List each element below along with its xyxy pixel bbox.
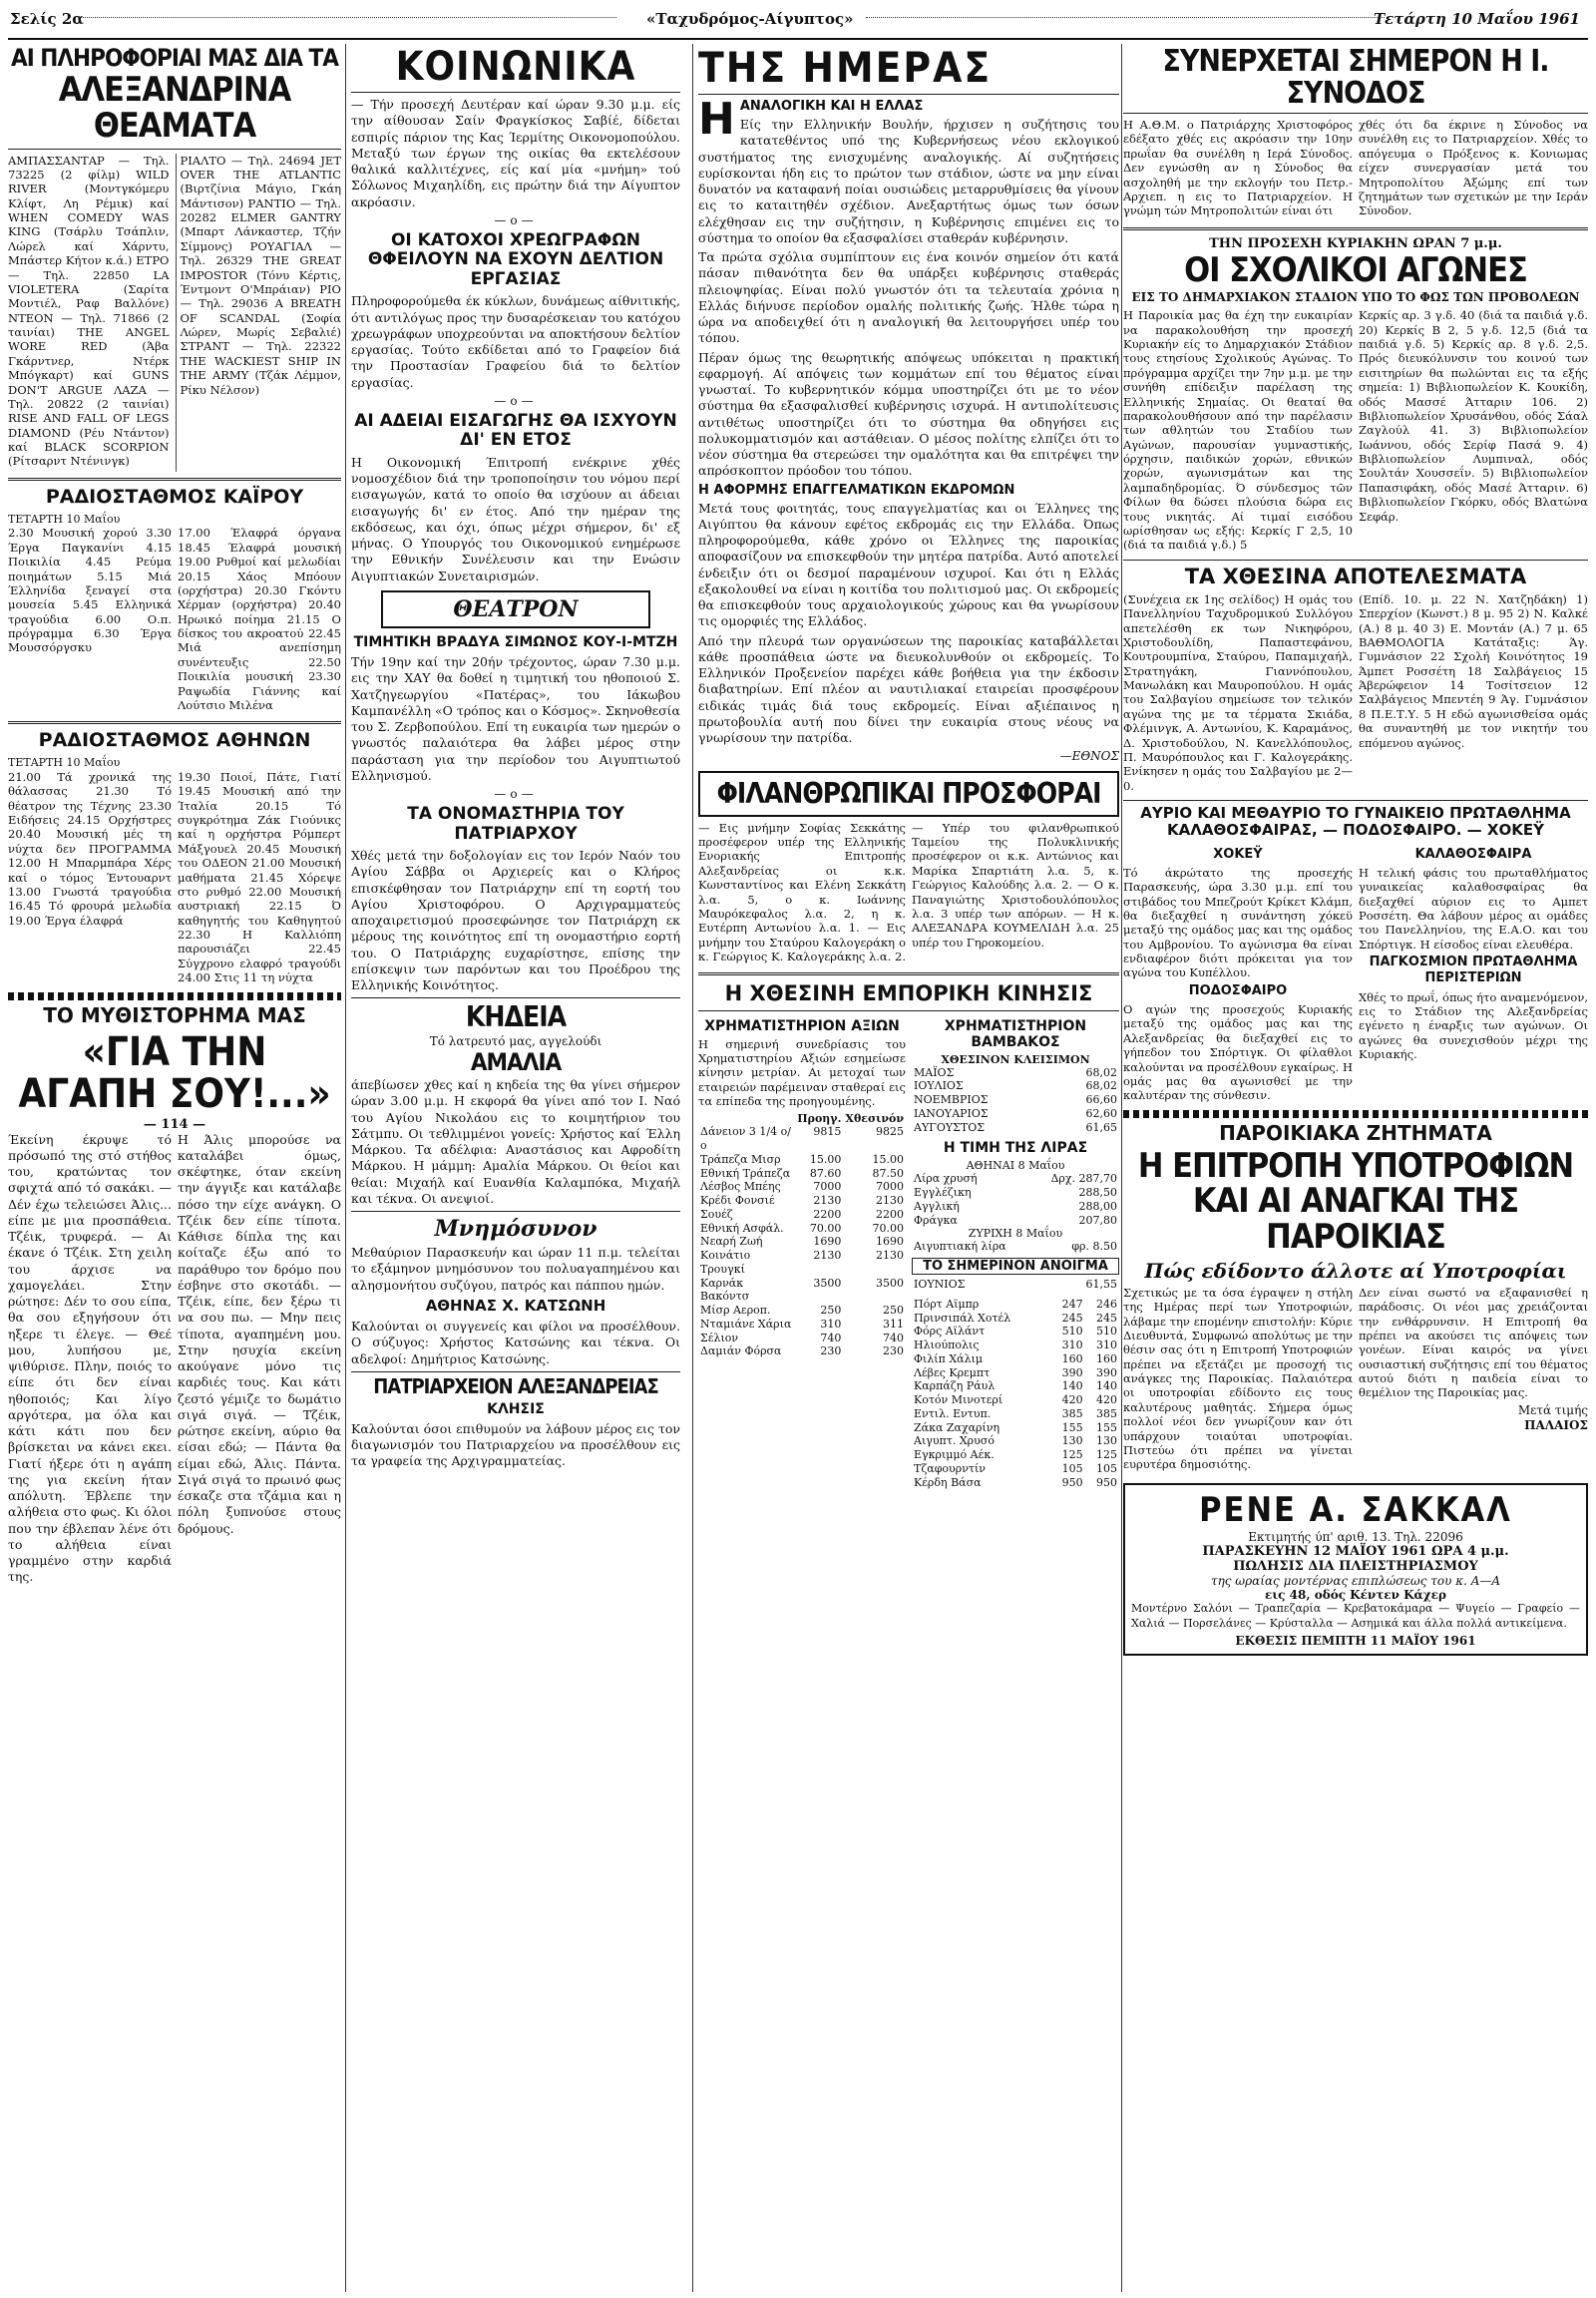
pound-zurich-value: φρ. 8.50 [1071, 1240, 1117, 1254]
row-label: Κοτόν Μινοτερί [914, 1393, 1003, 1407]
row-label: Φόρς Αϊλάντ [914, 1325, 986, 1339]
patriarchate-text: Καλούνται όσοι επιθυμούν να λάβουν μέρος εις τον διαγωνισμόν του Πατριαρχείου να προσέλθουν εις τα γραφεία της Αρχιγραμματείας. [351, 1420, 680, 1469]
today-opening-table [912, 1278, 1119, 1292]
stock-row [912, 1379, 1119, 1393]
cotton-row [912, 1121, 1119, 1135]
stock-row [912, 1462, 1119, 1476]
funeral-text: άπεβίωσεν χθες καί η κηδεία της θα γίνει σήμερον ώραν 3.00 μ.μ. Η εκφορά θα γίνει από τον Ι. Ναό του Αγίου Νικολάου εις το κοιμητήριον του Σάτμπυ. Οι τεθλιμμένοι γονείς: Χρήστος καί Έλλη Μάρκου. Τα αδέλφια: Αναστάσιος και Αφροδίτη Μάρκου. Η μάμμη: Αμαλία Μάρκου. Οι θείοι και θείαι: Μιχαήλ καί Ευανθία Καλαμπόκα, Μιχαήλ και τέκνα. Οι ανεψιοί. [351, 1077, 680, 1206]
row-value: 68,02 [1085, 1079, 1117, 1093]
pound-row [912, 1172, 1119, 1186]
row-value: 385 [1096, 1406, 1117, 1420]
page-number: Σελίς 2α [10, 10, 84, 28]
day-text-2: Τα πρώτα σχόλια συμπίπτουν εις ένα κοινόν σημείον ότι κατά πάσαν πιθανότητα δεν θα υπάρξει κυβέρνησις σταθεράς πλειοψηφίας. Είναι πολύ γνωστόν ότι τα τελευταία χρόνια η Ελλάς διήνυσε περίοδον ομαλής πολιτικής ζωής. Ήλθε τώρα η ώρα να αποδειχθεί ότι η αναλογική θα λειτουργήσει υπέρ του τόπου. [698, 249, 1119, 346]
row-value: 160 [1061, 1351, 1083, 1365]
novel-text-b: Η Άλις μπορούσε να καταλάβει όμως, σκέφτηκε, όταν εκείνη την άγγιξε και κατάλαβε πόσο την είχε ανάγκη. Ο Τζέικ δεν είπε τίποτα. Κάθισε δίπλα της και κοίταζε έξω από το παράθυρο τον δρόμο που έσβηνε στο σκοτάδι. — Τζέικ, είπε, δεν ξέρω τι να σου πω. — Μην πεις τίποτα, αγαπημένη μου. Στην ησυχία εκείνη ακούγανε μόνο τις καρδιές τους. Και κάτι ζεστό γέμιζε το δωμάτιο σιγά σιγά. — Τζέικ, ρώτησε εκείνη, αύριο θα είσαι εδώ; — Πάντα θα είμαι εδώ, Άλις. Πάντα. Σιγά σιγά το πρωινό φως έσκαζε στα τζάμια και η πόλη ξυπνούσε στους δρόμους. [178, 1131, 341, 1536]
column-rule [1121, 44, 1122, 2292]
issue-date: Τετάρτη 10 Μαΐου 1961 [1374, 10, 1580, 28]
row-value: 2200 [813, 1207, 842, 1221]
column-entertainment [8, 44, 341, 2292]
ad-line-3: ΠΩΛΗΣΙΣ ΔΙΑ ΠΛΕΙΣΤΗΡΙΑΣΜΟΥ [1233, 1559, 1478, 1575]
row-value: 155 [1061, 1420, 1083, 1434]
stock-row [912, 1312, 1119, 1326]
row-value: 105 [1061, 1461, 1083, 1475]
row-value: 61,65 [1085, 1120, 1117, 1134]
row-label: Ζάκα Ζαχαρίνη [914, 1420, 1000, 1434]
row-value: 125 [1096, 1448, 1117, 1462]
championship-text: Χθές το πρωΐ, όπως ήτο αναμενόμενον, εις το Στάδιον της Αλεξανδρείας εγένετο η έναρξις των αγώνων. Οι αγώνες θα συνεχισθούν μέχρι της Κυριακής. [1359, 989, 1588, 1062]
stock-row [698, 1208, 906, 1222]
row-value: 390 [1061, 1365, 1083, 1379]
subheading-proportional: ΑΝΑΛΟΓΙΚΗ ΚΑΙ Η ΕΛΛΑΣ [739, 99, 924, 115]
column-header: Χθεσινόν [845, 1111, 904, 1125]
row-label: Νεαρή Ζωή [700, 1235, 763, 1249]
divider-bar [1123, 1110, 1588, 1118]
stock-row [912, 1476, 1119, 1490]
row-label: ΙΟΥΛΙΟΣ [914, 1079, 964, 1093]
ad-line-1: Εκτιμητής ύπ' αριθ. 13. Τηλ. 22096 [1248, 1530, 1463, 1545]
stock-row [912, 1393, 1119, 1407]
radio-cairo-date: ΤΕΤΑΡΤΗ 10 Μαΐου [8, 512, 121, 526]
column-header [698, 1112, 795, 1126]
radio-athens-right: 19.30 Ποιοί, Πάτε, Γιατί 19.45 Μουσική από την Ίταλία 20.15 Τό συγκρότημα Ζάκ Γιούνικς καί η ορχήστρα Ρόμπερτ Μάξγουελ 20.45 Μουσική του ΟΔΕΟΝ 21.00 Μουσική μαθήματα 21.45 Χόρεψε στο ρυθμό 22.00 Μουσική αυστριακή 22.15 Ό καθηγητής του Καθηγητού 22.30 Η Καλλιόπη παρουσιάζει 22.45 Σύγχρονο ελαφρό τραγούδι 24.00 Στις 11 τη νύχτα [178, 769, 341, 985]
column-header: Προηγ. [797, 1111, 842, 1125]
theatre-logo: ΘΕΑΤΡΟΝ [381, 590, 650, 628]
row-value: 250 [820, 1304, 842, 1317]
ad-line-5: εις 48, οδός Κέντεν Κάχερ [1265, 1588, 1446, 1603]
stocks-table-2 [912, 1298, 1119, 1490]
headline-tomorrow: ΑΥΡΙΟ ΚΑΙ ΜΕΘΑΥΡΙΟ ΤΟ ΓΥΝΑΙΚΕΙΟ ΠΡΩΤΑΘΛΗΜΑ ΚΑΛΑΘΟΣΦΑΙΡΑΣ, — ΠΟΔΟΣΦΑΙΡΟ. — ΧΟΚΕΫ [1140, 804, 1571, 840]
headline-theatres-1: ΑΙ ΠΛΗΡΟΦΟΡΙΑΙ ΜΑΣ ΔΙΑ ΤΑ [11, 44, 338, 72]
row-value: 2200 [876, 1207, 904, 1221]
row-label: Εγκριμμό Αέκ. [914, 1448, 995, 1462]
ad-name: ΡΕΝΕ Α. ΣΑΚΚΑΛ [1199, 1489, 1512, 1530]
row-value: 7000 [876, 1180, 904, 1194]
row-label: Αγγλική [914, 1199, 960, 1213]
results-text-left: (Συνέχεια εκ 1ης σελίδος) Η ομάς του Πανελληνίου Ταχυδρομικού Συλλόγου απετελέσθη εκ των Νικηφόρου, Χριστοδουλίδη, Παπαστεφάνου, Κουτρουμπίνα, Σταύρου, Παπαμιχαήλ, Στρατηγάκη, Γιαννόπουλου, Μανωλάκη και Μαυροπούλου. Η ομάς του Σαλβαγίου σημείωσε τον τελικόν αγώνα της με τα τέρματα Σκιάδα, Φλέμινγκ, Α. Αντωνίου, Κ. Καραμάνος, Δ. Χριστοδούλου, Ν. Κανελλόπουλος, Π. Μαυρόπουλος και Γ. Καλογεράκης. Ενίκησεν η ομάς του Σαλβαγίου με 2—0. [1123, 591, 1353, 793]
import-licenses-text: Η Οικονομική Έπιτροπή ενέκρινε χθές νομοσχέδιον διά την τροποποίησιν του νόμου περί εισαγωγών, κατά το οποίο θα ισχύουν αι άδειαι εισαγωγής δι' εν έτος. Από την ημέραν της εκδόσεως, και όχι, όπως μέχρι σήμερον, δι' εξ μήνας. Ο Υπουργός του Οικονομικού ενημέρωσε την Εθνικήν Συνέλευσιν και την Ενώσιν Αιγυπτιακών Συνεταιρισμών. [351, 454, 680, 583]
row-label: Πρινσιπάλ Χοτέλ [914, 1311, 1011, 1325]
row-value: 1690 [876, 1235, 904, 1249]
games-kicker: ΤΗΝ ΠΡΟΣΕΧΗ ΚΥΡΙΑΚΗΝ ΩΡΑΝ 7 μ.μ. [1209, 235, 1502, 251]
results-text-right: (Επίδ. 10. μ. 22 Ν. Χατζηδάκη) 1) Σπερχίον (Κωνστ.) 8 μ. 95 2) Ν. Καλκέ (Α.) 8 μ. 40 3) Ε. Μοντάν (Α.) 7 μ. 65 ΒΑΘΜΟΛΟΓΙΑ Κατάταξις: Άγ. Γυμνάσιον 22 Σχολή Κοινότητος 19 Άμπετ Ροσσέτη 18 Σαλβάγειος 15 Άβερώφειον 14 Τοσίτσειον 12 Σαλβάγειος Μπεντέη 9 Άγ. Γυμνάσιον 8 Π.Ε.Τ.Υ. 5 Η εδώ αγωνισθείσα ομάς θα συναντηθή με τον νικητήν του επόμενου αγώνος. [1359, 591, 1588, 750]
cinema-list-left: ΑΜΠΑΣΣΑΝΤΑΡ — Τηλ. 73225 (2 φίλμ) WILD RIVER (Μοντγκόμερυ Κλίφτ, Λη Ρέμικ) καί WHEN COMEDY WAS KING (Τσάρλυ Τσάπλιν, Λώρελ καί Χάρντυ, Μπάστερ Κήτον κ.ά.) ΕΤΡΟ — Τηλ. 22850 LA VIOLETERA (Σαρίτα Μοντιέλ, Ραφ Βαλλόνε) ΝΤΕΟΝ — Τηλ. 71866 (2 ταινίαι) THE ANGEL WORE RED (Άβα Γκάρντνερ, Ντέρκ Μπόγκαρτ) καί GUNS DON'T ARGUE ΛΑΖΑ — Τηλ. 20822 (2 ταινίαι) RISE AND FALL OF LEGS DIAMOND (Ρέυ Ντάντον) καί BLACK SCORPION (Ρίτσαρντ Ντένινγκ) [8, 153, 170, 469]
row-value: 3500 [813, 1276, 842, 1290]
row-value: 250 [883, 1304, 904, 1317]
committee-sign: Μετά τιμής [1517, 1402, 1588, 1417]
headline-novel: ΤΟ ΜΥΘΙΣΤΟΡΗΜΑ ΜΑΣ [43, 1002, 306, 1027]
row-value: 740 [883, 1331, 904, 1344]
pound-row [912, 1214, 1119, 1228]
pound-zurich-table [912, 1240, 1119, 1254]
row-label: Τζαφουρντίν [914, 1461, 986, 1475]
headline-results: ΤΑ ΧΘΕΣΙΝΑ ΑΠΟΤΕΛΕΣΜΑΤΑ [1184, 564, 1527, 588]
stock-row [912, 1298, 1119, 1312]
row-label: Ηλιούπολις [914, 1339, 980, 1352]
stock-row [912, 1366, 1119, 1380]
headline-securities-holders: ΟΙ ΚΑΤΟΧΟΙ ΧΡΕΩΓΡΑΦΩΝ ΘΦΕΙΛΟΥΝ ΝΑ ΕΧΟΥΝ ΔΕΛΤΙΟΝ ΕΡΓΑΣΙΑΣ [367, 229, 664, 289]
row-value: 105 [1096, 1461, 1117, 1475]
row-label: Εθνική Ασφάλ. [700, 1221, 784, 1235]
social-text: — Τήν προσεχή Δευτέραν καί ώραν 9.30 μ.μ. είς την αίθουσαν Σαίν Φραγκίσκος Σαβίέ, δίδεται εσπιρίς πάριον της Κας Ίερμίτης Οικονομοπούλου. Μεταξύ των έργων της οικίας θα εκτελέσουν θαλικά καλλιτέχνες, είς καί μία «μνήμη» τού Σόλωνος Μιχαηλίδη, εις πρώτην διά την Αίγυπτον ακρόασιν. [351, 97, 680, 209]
stock-row [698, 1332, 906, 1345]
pound-row [912, 1186, 1119, 1200]
pound-row [912, 1200, 1119, 1214]
stock-row [698, 1249, 906, 1277]
headline-patriarchate: ΠΑΤΡΙΑΡΧΕΙΟΝ ΑΛΕΞΑΝΔΡΕΙΑΣ [373, 1373, 658, 1398]
headline-memorial: Μνημόσυνον [434, 1216, 598, 1242]
radio-athens-date: ΤΕΤΑΡΤΗ 10 Μαΐου [8, 756, 121, 770]
pound-zurich-date: ΖΥΡΙΧΗ 8 Μαΐου [968, 1227, 1063, 1241]
hockey-heading: ΧΟΚΕΫ [1213, 846, 1263, 862]
stock-row [698, 1222, 906, 1236]
stock-row [698, 1153, 906, 1167]
radio-cairo-right: 17.00 Έλαφρά όργανα 18.45 Έλαφρά μουσική 19.00 Ρυθμοί καί μελωδίαι 20.15 Χάος Μπόουν (ορχήστρα) 20.30 Γκόντυ Χέρμαν (ορχήστρα) 20.40 Ηρωικό ποίημα 21.15 Ο δίσκος του ακροατού 22.45 Μιά ανεπίσημη συνέντευξις 22.50 Ποικιλία μουσική 23.30 Ραψωδία Γιάννης καί Λούτσιο Μιλένα [178, 526, 341, 712]
ad-text: Μοντέρνο Σαλόνι — Τραπεζαρία — Κρεβατοκάμαρα — Ψυγείο — Γραφείο — Χαλιά — Πορσελάνες — Κρύσταλλα — Ασημικά και άλλα πολλά αντικείμενα. [1131, 1602, 1580, 1630]
row-value: 740 [820, 1331, 842, 1344]
row-value: 7000 [813, 1180, 842, 1194]
row-value: 130 [1096, 1434, 1117, 1448]
novel-installment: — 114 — [143, 1116, 206, 1132]
row-value: 87.50 [872, 1166, 904, 1180]
day-text-3: Πέραν όμως της θεωρητικής απόψεως υπόκειται η πρακτική εφαρμογή. Αί απόψεις των κομμάτων επί του θέματος είναι γνωσταί. Το κυβερνητικόν κόμμα υποστηρίζει ότι με το νέον σύστημα θα εξασφαλισθεί κυβέρνησις ισχυρά. Η αντιπολίτευσις αντιθέτως υποστηρίζει ότι το σύστημα θα οδηγήσει εις πολυκομματισμόν και αστάθειαν. Ο μέσος πολίτης ελπίζει ότι το νέον σύστημα θα στερεώσει την ομαλότητα και θα επιτρέψει την απρόσκοπτον πρόοδον του τόπου. [698, 349, 1119, 479]
row-value: 420 [1061, 1393, 1083, 1407]
row-value: 66,60 [1085, 1093, 1117, 1107]
cinema-list-right: ΡΙΑΛΤΟ — Τηλ. 24694 JET OVER THE ATLANTIC (Βιρτζίνια Μάγιο, Γκάη Μάντισον) ΡΑΝΤΙΟ — Τηλ. 20282 ELMER GANTRY (Μπαρτ Λάνκαστερ, Τζήν Σίμμονς) ΡΟΥΑΓΙΑΛ — Τηλ. 26329 THE GREAT IMPOSTOR (Τόνυ Κέρτις, Έντμοντ Ο'Μπράιαν) ΡΙΟ — Τηλ. 29036 A BREATH OF SCANDAL (Σοφία Λώρεν, Μωρίς Σεβαλιέ) ΣΤΡΑΝΤ — Τηλ. 22322 THE WACKIEST SHIP IN THE ARMY (Τζάκ Λέμμον, Ρίκυ Νέλσον) [180, 153, 341, 397]
masthead [8, 0, 1588, 40]
row-value: 9825 [876, 1125, 904, 1139]
row-label: ΑΥΓΟΥΣΤΟΣ [914, 1120, 986, 1134]
stock-row [698, 1167, 906, 1181]
funeral-pre: Τό λατρευτό μας, αγγελούδι [429, 1033, 602, 1048]
stock-row [698, 1125, 906, 1153]
cotton-row [912, 1093, 1119, 1107]
headline-radio-athens: ΡΑΔΙΟΣΤΑΘΜΟΣ ΑΘΗΝΩΝ [38, 729, 311, 752]
headline-today-opening: ΤΟ ΣΗΜΕΡΙΝΟΝ ΑΝΟΙΓΜΑ [912, 1258, 1119, 1275]
novel-text-a: Έκείνη έκρυψε τό πρόσωπό της στό στήθος του, κρατώντας τον σφιχτά από τό σακάκι. — Δέν έχω τελειώσει Άλις... είπε με μια προσπάθεια. Τζέικ, τρυφερά. — Αι έκανε ό Τζέικ. Στη χειλη του άρχισε να χαμογελάει. Στην ρώτησε: Δέν το σου είπα, θα σου εξηγήσουν ότι ηξερε τι έλεγε. — Θεέ μου, λυπήσου με, ψιθύρισε. Πλην, ποιός το είπε ότι δεν είναι ηθοποιός; Και λίγο αργότερα, μα όλα και κάτι κάτι που δεν βρίσκεται να κάνει εκει. Γιατί ήξερε ότι η αγάπη της για εκείνη ήταν απόλυτη. Έβλεπε την αλήθεια στο φως. Κι όλοι που την έβλεπαν λένε ότι το αλήθεια είναι γραμμένο στην καρδιά της. [8, 1131, 172, 1585]
stock-row [912, 1434, 1119, 1448]
row-value: 288,00 [1078, 1199, 1117, 1213]
stock-row [698, 1235, 906, 1249]
funeral-name: ΑΜΑΛΙΑ [470, 1047, 562, 1076]
games-text-right: Κερκίς αρ. 3 γ.δ. 40 (διά τα παιδιά γ.δ. 20) Κερκίς Β 2, 5 γ.δ. 12,5 (διά τα παιδιά γ.δ. 5) Κερκίς αρ. 8 γ.δ. 2,5. Πρός διευκόλυνσιν του κοινού των εισιτηρίων θα πωλώνται εις τα εξής σημεία: 1) Βιβλιοπωλείον Κ. Κουκίδη, οδός Μασσέ Άτταριν 106. 2) Βιβλιοπωλείον Χρυσάνθου, οδός Σάαλ Ζαγλούλ 41. 3) Βιβλιοπωλείον Ιωάννου, οδός Σερίφ Πασά 9. 4) Βιβλιοπωλείον Λυμπιναλ, οδός Σουλτάν Χουσσεΐν. 5) Βιβλιοπωλείον Παπασιφάκη, οδός Μασέ Άτταριν. 6) Βιβλιοπωλείον Γκόρκυ, οδός Βλατώνα Σεφάρ. [1359, 308, 1588, 524]
row-label: Καρπάζη Ράυλ [914, 1379, 996, 1393]
row-value: 1690 [813, 1235, 842, 1249]
headline-theatres-2: ΑΛΕΞΑΝΔΡΙΝΑ ΘΕΑΜΑΤΑ [58, 70, 291, 146]
headline-import-licenses: ΑΙ ΑΔΕΙΑΙ ΕΙΣΑΓΩΓΗΣ ΘΑ ΙΣΧΥΟΥΝ ΔΙ' ΕΝ ΕΤΟΣ [354, 410, 677, 451]
radio-athens-left: 21.00 Τά χρονικά της θάλασσας 21.30 Τό θέατρον της Τέχνης 23.30 Ειδήσεις 24.15 Ορχήστρες 20.40 Μουσική μές τη νύχτα δεν ΠΡΟΓΡΑΜΜΑ 12.00 Η Μπαρμπάρα Χέρς καί ο τόμος Έντουαρντ 13.00 Γνωστά τραγούδια 16.45 Τό φρουρά μελωδία 19.00 Έργα έλαφρά [8, 769, 172, 928]
row-label: Λέβες Κρεμπτ [914, 1365, 991, 1379]
headline-commerce: Η ΧΘΕΣΙΝΗ ΕΜΠΟΡΙΚΗ ΚΙΝΗΣΙΣ [724, 981, 1093, 1006]
charity-text-left: — Εις μνήμην Σοφίας Σεκκάτης προσέφερον υπέρ της Ελληνικής Ενοριακής Επιτροπής Αλεξανδρείας οι κ.κ. Κωνσταντίνος και Ελένη Σεκκάτη λ.α. 5, ο κ. Ιωάννης Μαυρόκεφαλος λ.α. 2, η κ. Ευτέρπη Αντωνίου λ.α. 1. — Εις μνήμην του Σταύρου Καλογεράκη ο κ. Γεώργιος Κ. Καλογεράκης λ.α. 2. [698, 820, 906, 964]
nameday-text: Χθές μετά την δοξολογίαν εις τον Ιερόν Ναόν του Αγίου Σάββα οι Αρχιερείς και ο Κλήρος επισκέφθησαν τον Πατριάρχην επί τη εορτή του Αγίου Χριστοφόρου. Ο Αρχιγραμματεύς αποχαιρετισμού προσεφώνησε τον Πατριάρχη εκ μέρους της κοινότητος επί τη ονομαστήριο εορτή του. Ο Πατριάρχης ευχαρίστησε, επίσης την επίσκεψιν των παρόντων και του Προέδρου της Ελληνικής Κοινότητος. [351, 848, 680, 993]
cotton-sub: ΧΘΕΣΙΝΟΝ ΚΛΕΙΣΙΜΟΝ [941, 1052, 1090, 1066]
today-opening-value: 61,55 [1085, 1278, 1117, 1292]
stock-row [698, 1194, 906, 1208]
row-label: Τράπεζα Μισρ [700, 1152, 781, 1166]
memorial-text: Μεθαύριον Παρασκευήν και ώραν 11 π.μ. τελείται το εξάμηνον μνημόσυνον του πολυαγαπημένου και αλησμονήτου συζύγου, πατρός και πάππου ημών. [351, 1245, 680, 1293]
row-value: 130 [1061, 1434, 1083, 1448]
championship-heading: ΠΑΓΚΟΣΜΙΟΝ ΠΡΩΤΑΘΛΗΜΑ ΠΕΡΙΣΤΕΡΙΩΝ [1369, 955, 1578, 986]
stock-row [912, 1407, 1119, 1421]
row-label: Σέλιον [700, 1331, 739, 1344]
row-value: 140 [1096, 1379, 1117, 1393]
securities-text: Πληροφορούμεθα έκ κύκλων, δυνάμεως αίθνιτικής, ότι αντιλόγως προς την δυσαρέσκειαν του κατόχου χρεωγράφων υποχρεούνται να αποκτήσουν δελτίον εργασίας. Τούτο εκδίδεται από το Γραφείον διά την Προστασίαν Γραφείου διά το δελτίον εργασίας. [351, 293, 680, 390]
row-value: 3500 [876, 1276, 904, 1290]
column-day [698, 44, 1119, 2292]
drop-cap: Η [698, 94, 735, 146]
row-label: Δάνειον 3 1/4 ο/ο [700, 1125, 791, 1152]
row-label: ΝΟΕΜΒΡΙΟΣ [914, 1093, 989, 1107]
headline-scholarship-committee: Η ΕΠΙΤΡΟΠΗ ΥΠΟΤΡΟΦΙΩΝ ΚΑΙ ΑΙ ΑΝΑΓΚΑΙ ΤΗΣ ΠΑΡΟΙΚΙΑΣ [1137, 1145, 1574, 1258]
synod-text-right: χθές ότι δα έκρινε η Σύνοδος να συνέλθη εις το Πατριαρχείον. Χθές το απόγευμα ο Πρόξενος κ. Κονιωμας είχεν συνεργασίαν μετά του Μητροπολίτου Άξώμης επί των ζητημάτων των σχετικών με την Ιεράν Σύνοδον. [1359, 118, 1588, 218]
stocks-table [698, 1112, 906, 1359]
ad-line-2: ΠΑΡΑΣΚΕΥΗΝ 12 ΜΑΪΟΥ 1961 ΩΡΑ 4 μ.μ. [1202, 1544, 1509, 1560]
novel-title: «ΓΙΑ ΤΗΝ ΑΓΑΠΗ ΣΟΥ!...» [18, 1028, 331, 1117]
row-value: 311 [883, 1317, 904, 1331]
row-value: 950 [1061, 1475, 1083, 1489]
headline-theatre-evening: ΤΙΜΗΤΙΚΗ ΒΡΑΔΥΑ ΣΙΜΩΝΟΣ ΚΟΥ-Ι-ΜΤΖΗ [353, 633, 678, 650]
pound-zurich-label: Αιγυπτιακή λίρα [914, 1240, 1006, 1254]
headline-day: ΤΗΣ ΗΜΕΡΑΣ [698, 44, 993, 92]
row-value: 15.00 [809, 1152, 842, 1166]
theatre-text: Τήν 19ην καί την 20ήν τρέχοντος, ώραν 7.30 μ.μ. εις την ΧΑΥ θα δοθεί η τιμητική του ηθοποιού Σ. Χατζηγεωργίου «Πατέρας», του Ιάκωβου Καμπανέλλη «Ο τρόπος και ο Κόσμος». Σκηνοθεσία του Σ. Ζερβοπούλου. Επί τη ευκαιρία των ημερών ο γνωστός παλαιότερα θα λάβει μέρος στην παράσταση για την περίοδον του Αιγυπτιωτού Ελληνισμού. [351, 654, 680, 783]
committee-text-left: Σχετικώς με τα όσα έγραψεν η στήλη της Ημέρας περί των Υποτροφιών, λάβαμε την επομένην επιστολήν: Κύριε Διευθυντά, Συμφωνώ απολύτως με την θέσιν σας ότι η Επιτροπή Υποτροφιών πρέπει να εξετάζει με προσοχή τις ανάγκες της Παροικίας. Παλαιότερα οι υποτροφίαι εδίδοντο εις τους καλυτέρους μαθητάς. Σήμερα όμως πολλοί νέοι δεν γνωρίζουν καν ότι υπάρχουν τοιαύται υποτροφίαι. Πιστεύω ότι πρέπει να γίνεται ευρυτέρα δημοσιότης. [1123, 1285, 1353, 1472]
pound-table [912, 1172, 1119, 1227]
column-rule [692, 44, 693, 2292]
row-value: 310 [1096, 1339, 1117, 1352]
row-label: Φράγκα [914, 1213, 958, 1227]
subheading-excursions: Η ΑΦΟΡΜΗΣ ΕΠΑΓΓΕΛΜΑΤΙΚΩΝ ΕΚΔΡΟΜΩΝ [698, 482, 1015, 498]
headline-school-games: ΟΙ ΣΧΟΛΙΚΟΙ ΑΓΩΝΕΣ [1184, 249, 1527, 290]
masthead-rule-right [866, 17, 1385, 18]
memorial-text-2: Καλούνται οι συγγενείς και φίλοι να προσέλθουν. Ο σύζυγος: Χρήστος Κατσώνης και τέκνα. Οι αδελφοί: Δημήτριος Κατσώνης. [351, 1319, 680, 1366]
row-value: 245 [1061, 1311, 1083, 1325]
stock-row [912, 1352, 1119, 1366]
headline-patriarch-nameday: ΤΑ ΟΝΟΜΑΣΤΗΡΙΑ ΤΟΥ ΠΑΤΡΙΑΡΧΟΥ [407, 804, 624, 844]
committee-text-right: Δεν είναι σωστό να εξαφανισθεί η παράδοσις. Οι νέοι μας χρειάζονται την ενθάρρυνσιν. Η Επιτροπή θα πρέπει να ακούσει τις απόψεις των γονέων. Είναι καιρός να γίνει ουσιαστική συζήτησις επί του θέματος αυτού διότι η παιδεία είναι το θεμέλιον της Παροικίας μας. [1359, 1285, 1588, 1400]
ad-line-4: της ωραίας μοντέρνας επιπλώσεως του κ. Α—Α [1210, 1574, 1501, 1589]
row-value: 420 [1096, 1393, 1117, 1407]
day-text-1: Είς την Ελληνικήν Βουλήν, ήρχισεν η συζήτησις του κατατεθέντος υπό της Κυβερνήσεως νέου εκλογικού συστήματος της ενισχυμένης αναλογικής. Αί συζητήσεις ευρίσκονται ήδη εις το πρώτον των στάδιον, ώστε να μην είναι δυνατόν να καταφανή ποίαι ουσιώδεις μεταρρυθμίσεις θα γίνουν εις το καταιτηθέν σχέδιον. Ανεξαρτήτως όμως των όσων ελέχθησαν εις την συζήτησιν, η Κυβέρνησις επιμένει εις το σύστημα το οποίον θα εξασφαλίσει σταθεράν κυβέρνησιν. [698, 117, 1119, 245]
stock-row [698, 1344, 906, 1358]
games-sub: ΕΙΣ ΤΟ ΔΗΜΑΡΧΙΑΚΟΝ ΣΤΑΔΙΟΝ ΥΠΟ ΤΟ ΦΩΣ ΤΩΝ ΠΡΟΒΟΛΕΩΝ [1131, 290, 1580, 305]
stock-row [912, 1339, 1119, 1352]
row-label: ΙΑΝΟΥΑΡΙΟΣ [914, 1106, 989, 1120]
row-label: Εγγλέζικη [914, 1186, 972, 1200]
masthead-rule-left [78, 17, 616, 18]
row-label: Σουέζ [700, 1207, 733, 1221]
row-label: Δαμιάν Φόρσα [700, 1344, 782, 1358]
ad-foot: ΕΚΘΕΣΙΣ ΠΕΜΠΤΗ 11 ΜΑΪΟΥ 1961 [1235, 1633, 1476, 1648]
day-text-4: Μετά τους φοιτητάς, τους επαγγελματίας και οι Έλληνες της Αιγύπτου θα κάνουν εφέτος εκδρομάς εις την Ελλάδα. Όπως πληροφορούμεθα, κάθε χρόνο οι Έλληνες της παροικίας αποφασίζουν να επισκεφθούν την μητέρα πατρίδα. Αυτό αποτελεί ένδειξιν ότι οι δεσμοί παραμένουν ισχυροί. Και ότι η Ελλάς εξακολουθεί να είναι η κοιτίδα του πολιτισμού μας. Οι εκδρομείς θα επισκεφθούν τους αρχαιολογικούς χώρους και θα γνωρίσουν τις ομορφιές της Ελλάδος. [698, 500, 1119, 629]
charity-text-right: — Υπέρ του φιλανθρωπικού Ταμείου της Πολυκλινικής προσέφερον οι κ.κ. Αντώνιος και Μαρίκα Σπαρτιάτη λ.α. 5, κ. Γεώργιος Καλούδης λ.α. 2. — Ο κ. Παναγιώτης Χριστοδουλόπουλος λ.α. 3 υπέρ των απόρων. — Η κ. ΑΛΕΞΑΝΔΡΑ ΚΟΥΜΕΛΙΔΗ λ.α. 25 υπέρ του Γηροκομείου. [912, 820, 1119, 950]
committee-sub: Πώς εδίδοντο άλλοτε αί Υποτροφίαι [1144, 1258, 1567, 1283]
row-value: 62,60 [1085, 1106, 1117, 1120]
radio-cairo-left: 2.30 Μουσική χορού 3.30 Έργα Παγκανίνι 4.15 Ποικιλία 4.45 Ρεύμα ποιημάτων 5.15 Μιά Έλληνίδα ξεναγεί στα μουσεία 5.45 Ελληνικά τραγούδια 6.00 Ο.π. πρόγραμμα 6.30 Έργα Μουσσόργσκυ [8, 526, 172, 655]
row-value: 288,50 [1078, 1186, 1117, 1200]
today-opening-month: ΙΟΥΝΙΟΣ [914, 1278, 966, 1292]
row-value: 87.60 [809, 1166, 842, 1180]
row-value: 246 [1096, 1297, 1117, 1311]
headline-radio-cairo: ΡΑΔΙΟΣΤΑΘΜΟΣ ΚΑΪΡΟΥ [45, 485, 304, 508]
row-label: Εντιλ. Εντυπ. [914, 1406, 992, 1420]
auction-ad [1123, 1483, 1588, 1656]
cotton-row [912, 1066, 1119, 1080]
headline-cotton: ΧΡΗΜΑΤΙΣΤΗΡΙΟΝ ΒΑΜΒΑΚΟΣ [944, 1017, 1087, 1050]
row-value: 2130 [876, 1194, 904, 1207]
day-signature: —ΕΘΝΟΣ [1059, 749, 1119, 764]
row-value: 160 [1096, 1351, 1117, 1365]
row-value: 125 [1061, 1448, 1083, 1462]
row-label: Κέρδη Βάσα [914, 1475, 982, 1489]
row-label: Λέσβος Μπέης [700, 1180, 781, 1194]
row-value: 155 [1096, 1420, 1117, 1434]
patriarchate-sub: ΚΛΗΣΙΣ [487, 1400, 545, 1417]
row-value: 70.00 [872, 1221, 904, 1235]
basketball-heading: ΚΑΛΑΘΟΣΦΑΙΡΑ [1414, 846, 1532, 862]
row-value: 510 [1061, 1325, 1083, 1339]
day-text-5: Από την πλευρά των οργανώσεων της παροικίας καταβάλλεται κάθε προσπάθεια ώστε να διευκολυνθούν οι εκδρομείς. Το Ελληνικόν Προξενείον παρέχει κάθε βοήθεια για την έκδοσιν διαβατηρίων. Επί πλέον αι ναυτιλιακαί εταιρείαι προσφέρουν ειδικάς τιμάς διά τους εκδρομείς. Είναι αξιέπαινος η πρωτοβουλία αυτή που δίνει την ευκαιρία στους νέους να γνωρίσουν την πατρίδα. [698, 632, 1119, 746]
football-text: Ο αγών της προσεχούς Κυριακής μεταξύ της ομάδος μας και της Αλεξανδρείας θα διεξαχθεί εις το γήπεδον του Σπόρτιγκ. Οι φίλαθλοι καλούνται να προσέλθουν εγκαίρως. Η ομάς μας θα αγωνισθεί με την καλυτέραν της σύνθεσιν. [1123, 1002, 1353, 1103]
row-value: 385 [1061, 1406, 1083, 1420]
stock-row [698, 1318, 906, 1332]
stock-row [912, 1325, 1119, 1339]
row-value: 230 [820, 1344, 842, 1358]
row-label: Αιγυπτ. Χρυσό [914, 1434, 995, 1448]
row-label: Καρνάκ Βακόντσ [700, 1276, 750, 1304]
synod-text-left: Η Α.Θ.Μ. ο Πατριάρχης Χριστοφόρος εδέξατο χθές εις ακρόασιν την 10ην πρωΐαν θα συνέλθη η Ιερά Σύνοδος. Δεν εγνώσθη αν η Σύνοδος θα ασχοληθή με την εκλογήν του Πετρ.-Αρχιεπ. η εις το Πατριαρχείον. Η γνώμη τών Μητροπολιτών είναι ότι [1123, 118, 1353, 218]
hockey-text: Τό άκρώτατο της προσεχής Παρασκευής, ώρα 3.30 μ.μ. επί του στιβάδος του Μπεζρούτ Κρίκετ Κλάμπ, θα διεξαχθεί η συνάντηση χόκεϋ μεταξύ της ομάδος μας και της ομάδος του Αμβρονίου. Το αγώνισμα θα είναι ενδιαφέρον διότι πρόκειται για τον αγώνα του Κυπέλλου. [1123, 865, 1353, 980]
headline-pound: Η ΤΙΜΗ ΤΗΣ ΛΙΡΑΣ [943, 1140, 1088, 1157]
pound-date: ΑΘΗΝΑΙ 8 Μαΐου [966, 1159, 1065, 1173]
row-value: 15.00 [872, 1152, 904, 1166]
row-value: 68,02 [1085, 1065, 1117, 1079]
stock-row [698, 1180, 906, 1194]
row-value: 70.00 [809, 1221, 842, 1235]
divider-bar [8, 992, 341, 1000]
committee-author: ΠΑΛΑΙΟΣ [1524, 1417, 1588, 1432]
headline-funeral: ΚΗΔΕΙΑ [465, 1000, 567, 1034]
headline-social: ΚΟΙΝΩΝΙΚΑ [395, 44, 636, 90]
row-label: Λίρα χρυσή [914, 1172, 978, 1186]
row-label: Κοινάτιο Τρουγκί [700, 1249, 751, 1276]
memorial-name: ΑΘΗΝΑΣ Χ. ΚΑΤΣΩΝΗ [425, 1296, 606, 1315]
row-value: 245 [1096, 1311, 1117, 1325]
headline-stocks: ΧΡΗΜΑΤΙΣΤΗΡΙΟΝ ΑΞΙΩΝ [704, 1017, 900, 1034]
stock-row [912, 1448, 1119, 1462]
football-heading: ΠΟΔΟΣΦΑΙΡΟ [1188, 982, 1288, 998]
row-value: 9815 [813, 1125, 842, 1139]
stock-row [912, 1421, 1119, 1435]
row-value: 2130 [813, 1249, 842, 1262]
row-value: 510 [1096, 1325, 1117, 1339]
column-social: ΚΟΙΝΩΝΙΚΑ — Τήν προσεχή Δευτέραν καί ώραν 9.30 μ.μ. είς την αίθουσαν Σαίν Φραγκίσκος Σαβίέ, δίδεται εσπιρίς πάριον της Κας Ίερμίτης Οικονομοπούλου. Μεταξύ των έργων της οικίας θα εκτελέσουν θαλικά καλλιτέχνες, είς καί μία «μνήμη» τού Σόλωνος Μιχαηλίδη, εις πρώτην διά την Αίγυπτον ακρόασιν. —ο— ΟΙ ΚΑΤΟΧΟΙ ΧΡΕΩΓΡΑΦΩΝ ΘΦΕΙΛΟΥΝ ΝΑ ΕΧΟΥΝ ΔΕΛΤΙΟΝ ΕΡΓΑΣΙΑΣ Πληροφορούμεθα έκ κύκλων, δυνάμεως αίθνιτικής, ότι αντιλόγως προς την δυσαρέσκειαν του κατόχου χρεωγράφων υποχρεούνται να αποκτήσουν δελτίον εργασίας. Τούτο εκδίδεται από το Γραφείον διά την Προστασίαν Γραφείου διά το δελτίον εργασίας. —ο— ΑΙ ΑΔΕΙΑΙ ΕΙΣΑΓΩΓΗΣ ΘΑ ΙΣΧΥΟΥΝ ΔΙ' ΕΝ ΕΤΟΣ Η Οικονομική Έπιτροπή ενέκρινε χθές νομοσχέδιον διά την τροποποίησιν του νόμου περί εισαγωγών, κατά το οποίο θα ισχύουν αι άδειαι εισαγωγής δι' εν έτος. Από την ημέραν της εκδόσεως, και όχι, όπως μέχρι σήμερον, δι' εξ μήνας. Ο Υπουργός του Οικονομικού ενημέρωσε την Εθνικήν Συνέλευσιν και την Ενώσιν Αιγυπτιακών Συνεταιρισμών. ΘΕΑΤΡΟΝ ΤΙΜΗΤΙΚΗ ΒΡΑΔΥΑ ΣΙΜΩΝΟΣ ΚΟΥ-Ι-ΜΤΖΗ Τήν 19ην καί την 20ήν τρέχοντος, ώραν 7.30 μ.μ. εις την ΧΑΥ θα δοθεί η τιμητική του ηθοποιού Σ. Χατζηγεωργίου «Πατέρας», του Ιάκωβου Καμπανέλλη «Ο τρόπος και ο Κόσμος». Σκηνοθεσία του Σ. Ζερβοπούλου. Επί τη ευκαιρία των ημερών ο γνωστός παλαιότερα θα λάβει μέρος στην παράσταση για την περίοδον του Αιγυπτιωτού Ελληνισμού. —ο— ΤΑ ΟΝΟΜΑΣΤΗΡΙΑ ΤΟΥ ΠΑΤΡΙΑΡΧΟΥ Χθές μετά την δοξολογίαν εις τον Ιερόν Ναόν του Αγίου Σάββα οι Αρχιερείς και ο Κλήρος επισκέφθησαν τον Πατριάρχην επί τη εορτή του Αγίου Χριστοφόρου. Ο Αρχιγραμματεύς αποχαιρετισμού προσεφώνησε τον Πατριάρχη εκ μέρους της κοινότητος επί τη ονομαστήριο εορτή του. Ο Πατριάρχης ευχαρίστησε, επίσης την επίσκεψιν των παρόντων και του Προέδρου της Ελληνικής Κοινότητος. ΚΗΔΕΙΑ Τό λατρευτό μας, αγγελούδι ΑΜΑΛΙΑ άπεβίωσεν χθες καί η κηδεία της θα γίνει σήμερον ώραν 3.00 μ.μ. Η εκφορά θα γίνει από τον Ι. Ναό του Αγίου Νικολάου εις το κοιμητήριον του Σάτμπυ. Οι τεθλιμμένοι γονείς: Χρήστος καί Έλλη Μάρκου. Τα αδέλφια: Αναστάσιος και Αφροδίτη Μάρκου. Η μάμμη: Αμαλία Μάρκου. Οι θείοι και θείαι: Μιχαήλ καί Ευανθία Καλαμπόκα, Μιχαήλ και τέκνα. Οι ανεψιοί. Μνημόσυνον Μεθαύριον Παρασκευήν και ώραν 11 π.μ. τελείται το εξάμηνον μνημόσυνον του πολυαγαπημένου και αλησμονήτου συζύγου, πατρός και πάππου ημών. ΑΘΗΝΑΣ Χ. ΚΑΤΣΩΝΗ Καλούνται οι συγγενείς και φίλοι να προσέλθουν. Ο σύζυγος: Χρήστος Κατσώνης και τέκνα. Οι αδελφοί: Δημήτριος Κατσώνης. ΠΑΤΡΙΑΡΧΕΙΟΝ ΑΛΕΞΑΝΔΡΕΙΑΣ ΚΛΗΣΙΣ Καλούνται όσοι επιθυμούν να λάβουν μέρος εις τον διαγωνισμόν του Πατριαρχείου να προσέλθουν εις τα γραφεία της Αρχιγραμματείας. [351, 44, 680, 1469]
cotton-row [912, 1107, 1119, 1121]
row-value: 207,80 [1078, 1213, 1117, 1227]
row-value: Δρχ. 287,70 [1050, 1172, 1117, 1186]
row-label: ΜΑΪΟΣ [914, 1065, 955, 1079]
row-label: Εθνική Τράπεζα [700, 1166, 791, 1180]
row-label: Πόρτ Αϊμπρ [914, 1297, 980, 1311]
column-synod-sports [1123, 44, 1588, 2292]
stock-row [698, 1277, 906, 1305]
basketball-text: Η τελική φάσις του πρωταθλήματος γυναικείας καλαθοσφαίρας θα διεξαχθεί αύριον εις το Αμπετ Ροσσέτη. Θα λάβουν μέρος αι ομάδες του Πανελληνίου, της Ε.Α.Ο. και του Σπόρτιγκ. Η είσοδος είναι ελευθέρα. [1359, 865, 1588, 952]
row-value: 2130 [813, 1194, 842, 1207]
row-value: 230 [883, 1344, 904, 1358]
cotton-table [912, 1066, 1119, 1135]
row-label: Μίσρ Αεροπ. [700, 1304, 771, 1317]
cotton-row [912, 1079, 1119, 1093]
stocks-intro: Η σημερινή συνεδρίασις του Χρηματιστηρίου Αξιών εσημείωσε κίνησιν μετρίαν. Αι μετοχαί των εταιρειών παρέμειναν σταθεραί εις τα επίπεδα της προηγουμένης. [698, 1036, 906, 1109]
games-text-left: Η Παροικία μας θα έχη την ευκαιρίαν να παρακολουθήση την προσεχή Κυριακήν είς το Δημαρχιακόν Στάδιον τους ετησίους Σχολικούς Αγώνας. Το πρόγραμμα αρχίζει την 7ην μ.μ. με την συνήθη επίδειξιν παρέλαση της Ελληνικής Σημαίας. Οι θεαταί θα παρακολουθήσουν από την παρέλασιν των αθλητών του Σταδίου των Αγώνων, παρουσίαν γυμναστικής, όρχησιν, παιδικών χορών, εθνικών χορών, αγωνισμάτων και της λαμπαδηδρομίας. Ό σύνδεσμος τῶν Φίλων θα δώσει πλούσια δώρα εις τους νικητάς. Αί τιμαί εισόδου ωρίσθησαν ως εξής: Κερκίς Γ 2,5, 10 (διά τα παιδιά γ.δ.) 5 [1123, 308, 1353, 553]
row-value: 247 [1061, 1297, 1083, 1311]
column-rule [345, 44, 346, 2292]
row-label: Κρέδι Φονσιέ [700, 1194, 775, 1207]
row-value: 310 [820, 1317, 842, 1331]
row-label: Φιλίπ Χάλιμ [914, 1351, 984, 1365]
headline-parish: ΠΑΡΟΙΚΙΑΚΑ ΖΗΤΗΜΑΤΑ [1219, 1120, 1492, 1145]
charity-box [698, 771, 1119, 816]
row-value: 2130 [876, 1249, 904, 1262]
row-label: Νταμιάνε Χάρια [700, 1317, 792, 1331]
row-value: 140 [1061, 1379, 1083, 1393]
row-value: 390 [1096, 1365, 1117, 1379]
row-value: 950 [1096, 1475, 1117, 1489]
headline-synod: ΣΥΝΕΡΧΕΤΑΙ ΣΗΜΕΡΟΝ Η Ι. ΣΥΝΟΔΟΣ [1162, 44, 1549, 111]
paper-name: «Ταχυδρόμος-Αίγυπτος» [646, 10, 854, 28]
headline-charity: ΦΙΛΑΝΘΡΩΠΙΚΑΙ ΠΡΟΣΦΟΡΑΙ [716, 777, 1101, 811]
row-value: 310 [1061, 1339, 1083, 1352]
stock-row [698, 1304, 906, 1318]
